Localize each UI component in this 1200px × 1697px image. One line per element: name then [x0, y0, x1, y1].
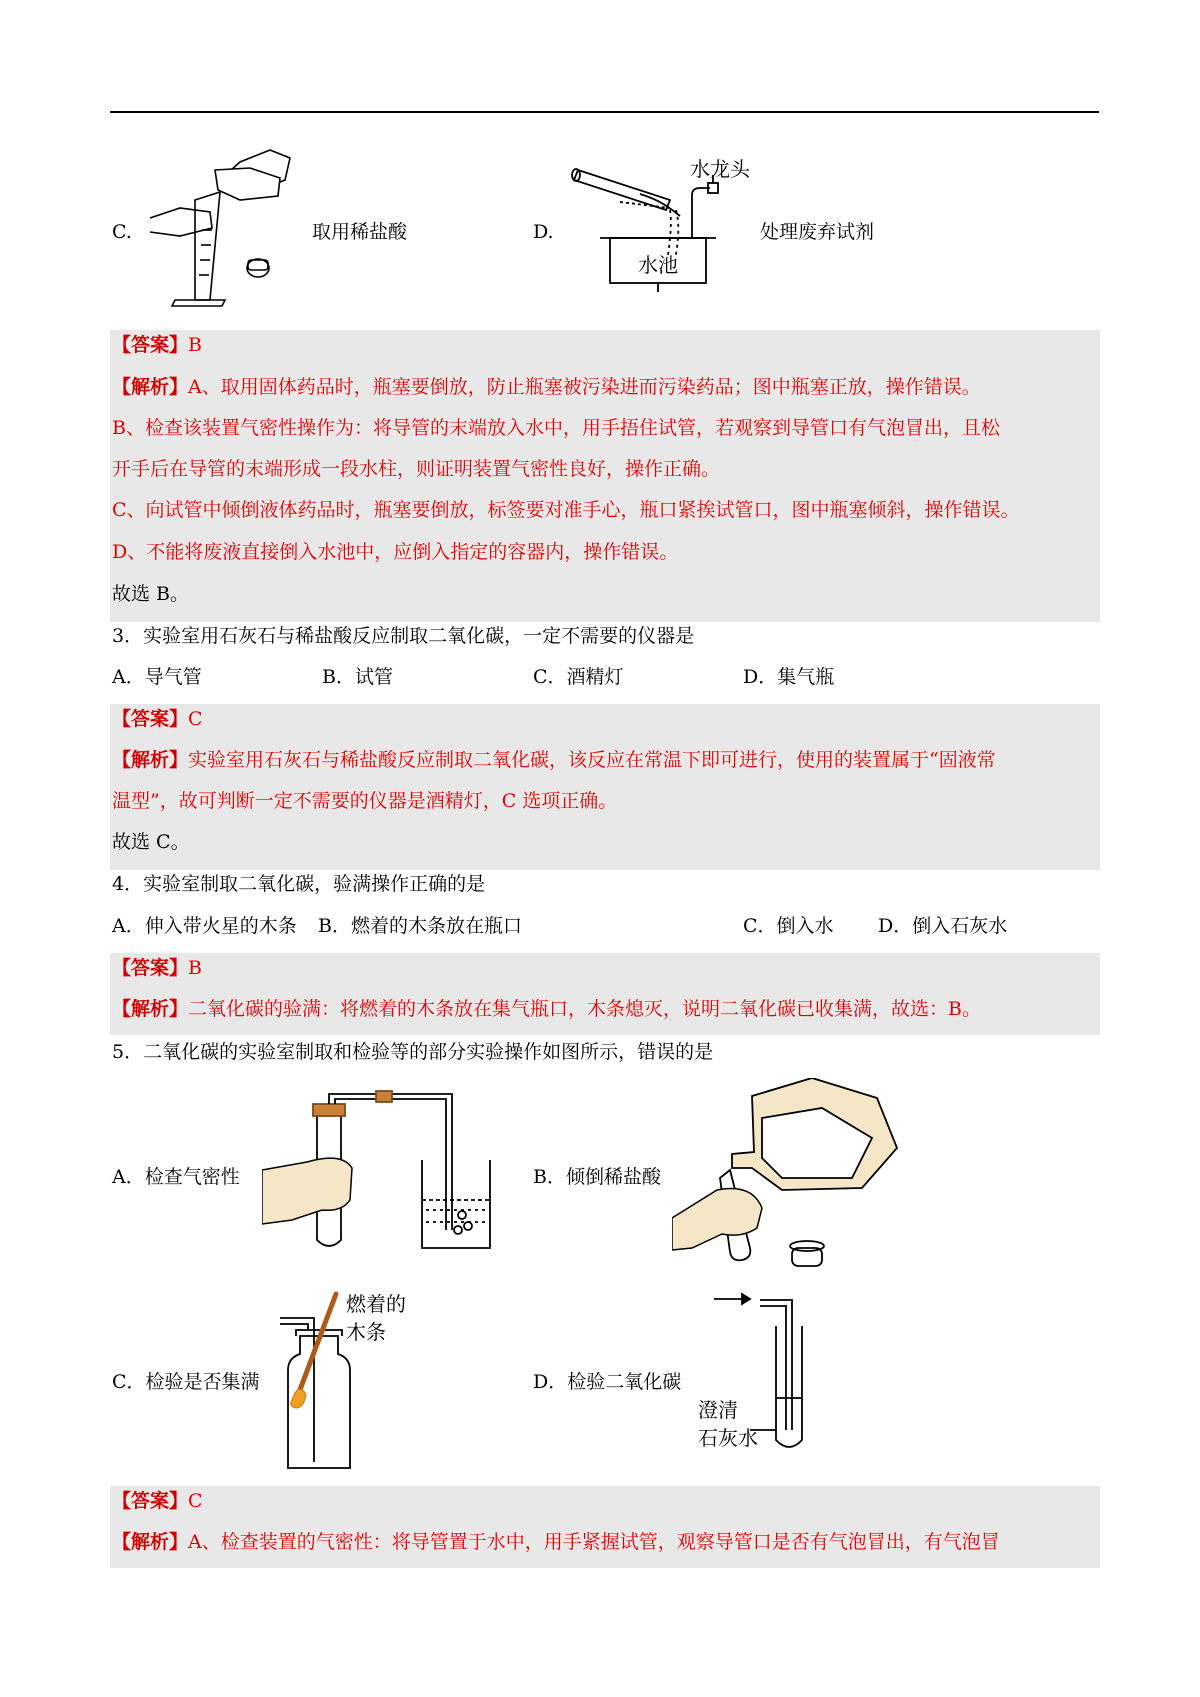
q5-option-c: C．检验是否集满 [112, 1371, 260, 1393]
q4-analysis-line-1: 【解析】二氧化碳的验满：将燃着的木条放在集气瓶口，木条熄灭，说明二氧化碳已收集满，故选：B。 [112, 998, 981, 1020]
q5-answer-line: 【答案】C [112, 1490, 203, 1512]
q4-option-c: C．倒入水 [743, 915, 834, 937]
q2-answer-line: 【答案】B [112, 334, 202, 356]
q2-analysis-line-3: 开手后在导管的末端形成一段水柱，则证明装置气密性良好，操作正确。 [112, 458, 721, 480]
header-rule [110, 111, 1099, 113]
q2-analysis-line-2: B、检查该装置气密性操作为：将导管的末端放入水中，用手捂住试管，若观察到导管口有气泡冒出，且松 [112, 417, 1000, 439]
q2-analysis-line-4: C、向试管中倾倒液体药品时，瓶塞要倒放，标签要对准手心，瓶口紧挨试管口，图中瓶塞倾斜，操作错误。 [112, 499, 1020, 521]
q3-conclusion: 故选 C。 [112, 831, 190, 853]
q3-option-b: B．试管 [322, 666, 393, 688]
airtightness-check-figure [262, 1090, 502, 1260]
option-d-caption: 处理废弃试剂 [760, 221, 875, 243]
option-c-caption: 取用稀盐酸 [312, 221, 408, 243]
q3-analysis-line-1: 【解析】实验室用石灰石与稀盐酸反应制取二氧化碳，该反应在常温下即可进行，使用的装置属于“固液常 [112, 749, 996, 771]
q5-option-d: D．检验二氧化碳 [533, 1371, 682, 1393]
q4-option-b: B．燃着的木条放在瓶口 [318, 915, 522, 937]
q2-analysis-line-1: 【解析】A、取用固体药品时，瓶塞要倒放，防止瓶塞被污染进而污染药品；图中瓶塞正放，操作错误。 [112, 376, 981, 398]
q3-analysis-line-2: 温型”，故可判断一定不需要的仪器是酒精灯，C 选项正确。 [112, 790, 618, 812]
q4-answer-box [110, 953, 1100, 1035]
q3-answer-box [110, 704, 1100, 870]
limewater-label: 澄清 石灰水 [698, 1398, 758, 1450]
q4-stem: 4．实验室制取二氧化碳，验满操作正确的是 [112, 873, 486, 895]
q5-stem: 5．二氧化碳的实验室制取和检验等的部分实验操作如图所示，错误的是 [112, 1041, 714, 1063]
faucet-label: 水龙头 [690, 157, 750, 181]
q5-analysis-line-1: 【解析】A、检查装置的气密性：将导管置于水中，用手紧握试管，观察导管口是否有气泡冒出，有气泡冒 [112, 1531, 1000, 1553]
q3-answer-line: 【答案】C [112, 708, 203, 730]
pouring-dilute-acid-figure [672, 1078, 912, 1278]
q3-option-c: C．酒精灯 [533, 666, 624, 688]
q4-answer-line: 【答案】B [112, 957, 202, 979]
q4-option-a: A．伸入带火星的木条 [112, 915, 297, 937]
q3-stem: 3．实验室用石灰石与稀盐酸反应制取二氧化碳，一定不需要的仪器是 [112, 625, 695, 647]
option-d-letter: D. [533, 221, 554, 243]
q5-option-b: B．倾倒稀盐酸 [533, 1166, 661, 1188]
q3-option-a: A．导气管 [112, 666, 202, 688]
pouring-hydrochloric-acid-figure [140, 140, 310, 310]
q2-analysis-line-5: D、不能将废液直接倒入水池中，应倒入指定的容器内，操作错误。 [112, 541, 679, 563]
q4-option-d: D．倒入石灰水 [878, 915, 1008, 937]
q5-option-a: A．检查气密性 [112, 1166, 240, 1188]
burning-stick-label: 燃着的 木条 [346, 1292, 406, 1344]
q3-option-d: D．集气瓶 [743, 666, 835, 688]
q2-conclusion: 故选 B。 [112, 583, 190, 605]
q5-answer-box [110, 1486, 1100, 1568]
waste-disposal-sink-figure [570, 150, 760, 300]
option-c-letter: C. [112, 221, 132, 243]
sink-label: 水池 [638, 253, 678, 277]
